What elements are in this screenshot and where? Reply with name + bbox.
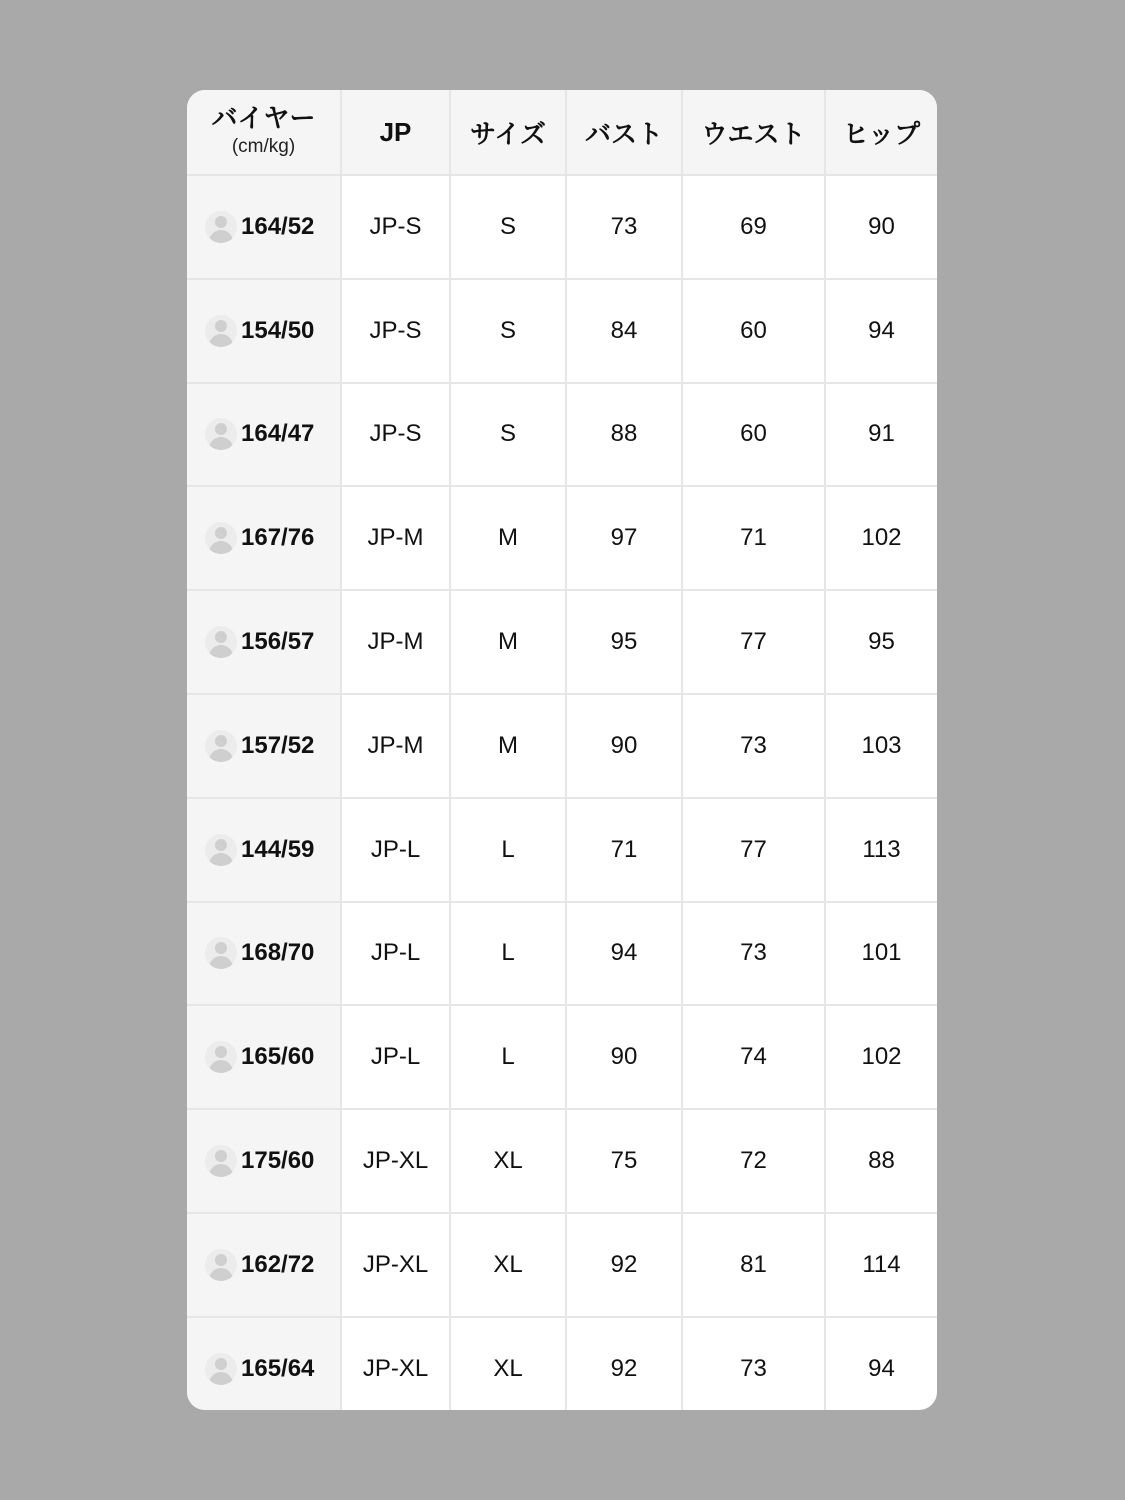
buyer-info <box>205 834 340 866</box>
buyer-height-weight: 165/60 <box>241 1043 315 1071</box>
table-row <box>187 279 937 383</box>
hip-cell: 114 <box>825 1213 937 1317</box>
buyer-info <box>205 730 340 762</box>
hip-cell: 94 <box>868 1355 895 1383</box>
table-row <box>187 486 937 590</box>
bust-cell: 71 <box>566 798 682 902</box>
buyer-info <box>205 418 340 450</box>
waist-cell: 71 <box>682 486 825 590</box>
size-cell: XL <box>450 1109 566 1213</box>
size-cell: M <box>450 486 566 590</box>
header-bust: バスト <box>566 90 682 175</box>
user-avatar-icon <box>205 1145 237 1177</box>
waist-cell: 77 <box>682 590 825 694</box>
table-row <box>187 1213 937 1317</box>
jp-cell: JP-XL <box>341 1317 450 1410</box>
user-avatar-icon <box>205 1249 237 1281</box>
buyer-cell <box>187 1213 341 1317</box>
buyer-info <box>205 1145 340 1177</box>
user-avatar-icon <box>205 211 237 243</box>
jp-cell: JP-S <box>341 175 450 279</box>
user-avatar-icon <box>205 1353 237 1385</box>
hip-cell: 101 <box>825 902 937 1006</box>
buyer-height-weight: 175/60 <box>241 1147 315 1175</box>
waist-cell: 72 <box>682 1109 825 1213</box>
waist-cell: 73 <box>682 902 825 1006</box>
bust-cell: 88 <box>566 383 682 487</box>
bust-cell: 90 <box>566 1005 682 1109</box>
jp-cell: JP-XL <box>341 1213 450 1317</box>
user-avatar-icon <box>205 418 237 450</box>
jp-cell: JP-L <box>341 1005 450 1109</box>
hip-cell: 95 <box>825 590 937 694</box>
jp-cell: JP-L <box>341 798 450 902</box>
waist-cell: 69 <box>682 175 825 279</box>
buyer-height-weight: 164/52 <box>241 212 315 240</box>
bust-cell: 92 <box>566 1317 682 1410</box>
table-row <box>187 1317 937 1410</box>
header-row <box>187 90 937 175</box>
table-row <box>187 175 937 279</box>
size-cell: S <box>450 175 566 279</box>
jp-cell: JP-S <box>341 279 450 383</box>
waist-cell: 74 <box>682 1005 825 1109</box>
buyer-cell <box>187 798 341 902</box>
buyer-height-weight: 167/76 <box>241 524 315 552</box>
header-buyer <box>187 90 341 175</box>
buyer-info <box>205 626 340 658</box>
jp-cell: JP-L <box>341 902 450 1006</box>
size-cell: S <box>450 383 566 487</box>
hip-cell: 102 <box>825 486 937 590</box>
buyer-cell <box>187 175 341 279</box>
buyer-height-weight: 162/72 <box>241 1250 315 1278</box>
buyer-cell <box>187 486 341 590</box>
user-avatar-icon <box>205 937 237 969</box>
table-row <box>187 383 937 487</box>
jp-cell: JP-M <box>341 590 450 694</box>
size-cell: XL <box>450 1213 566 1317</box>
jp-cell: JP-S <box>341 383 450 487</box>
bust-cell: 90 <box>566 694 682 798</box>
hip-cell: 88 <box>825 1109 937 1213</box>
table-row <box>187 590 937 694</box>
size-table <box>187 90 937 1410</box>
bust-cell: 84 <box>566 279 682 383</box>
table-row <box>187 694 937 798</box>
bust-cell: 95 <box>566 590 682 694</box>
buyer-height-weight: 168/70 <box>241 939 315 967</box>
header-buyer-unit: (cm/kg) <box>231 136 296 157</box>
buyer-cell <box>187 1317 341 1410</box>
bust-cell: 94 <box>566 902 682 1006</box>
table-row <box>187 902 937 1006</box>
buyer-info <box>205 1249 340 1281</box>
buyer-cell <box>187 383 341 487</box>
waist-cell: 77 <box>682 798 825 902</box>
jp-cell: JP-M <box>341 694 450 798</box>
header-size: サイズ <box>450 90 566 175</box>
buyer-height-weight: 154/50 <box>241 316 315 344</box>
header-hip: ヒップ <box>825 90 937 175</box>
buyer-cell <box>187 694 341 798</box>
buyer-cell <box>187 1005 341 1109</box>
user-avatar-icon <box>205 522 237 554</box>
size-cell: XL <box>450 1317 566 1410</box>
table-row <box>187 1005 937 1109</box>
size-chart-card <box>187 90 937 1410</box>
waist-cell: 60 <box>682 279 825 383</box>
buyer-cell <box>187 902 341 1006</box>
buyer-height-weight: 144/59 <box>241 835 315 863</box>
bust-cell: 73 <box>566 175 682 279</box>
waist-cell: 73 <box>682 694 825 798</box>
buyer-height-weight: 164/47 <box>241 420 315 448</box>
buyer-height-weight: 165/64 <box>241 1355 315 1383</box>
hip-cell: 94 <box>825 279 937 383</box>
table-row <box>187 798 937 902</box>
bust-cell: 97 <box>566 486 682 590</box>
user-avatar-icon <box>205 626 237 658</box>
buyer-info <box>205 1041 340 1073</box>
bust-cell: 92 <box>566 1213 682 1317</box>
size-cell: S <box>450 279 566 383</box>
buyer-info <box>205 211 340 243</box>
buyer-cell <box>187 1109 341 1213</box>
header-jp: JP <box>341 90 450 175</box>
hip-cell: 103 <box>825 694 937 798</box>
size-cell: M <box>450 590 566 694</box>
buyer-info <box>205 1353 340 1385</box>
user-avatar-icon <box>205 1041 237 1073</box>
buyer-info <box>205 937 340 969</box>
buyer-cell <box>187 590 341 694</box>
header-buyer-title: バイヤー <box>211 103 316 133</box>
buyer-height-weight: 156/57 <box>241 628 315 656</box>
jp-cell: JP-XL <box>341 1109 450 1213</box>
bust-cell: 75 <box>566 1109 682 1213</box>
user-avatar-icon <box>205 730 237 762</box>
user-avatar-icon <box>205 834 237 866</box>
size-cell: L <box>450 798 566 902</box>
hip-cell: 91 <box>825 383 937 487</box>
hip-cell: 113 <box>825 798 937 902</box>
size-cell: M <box>450 694 566 798</box>
hip-cell: 90 <box>825 175 937 279</box>
user-avatar-icon <box>205 315 237 347</box>
buyer-info <box>205 315 340 347</box>
buyer-height-weight: 157/52 <box>241 731 315 759</box>
waist-cell: 73 <box>682 1317 825 1410</box>
waist-cell: 60 <box>682 383 825 487</box>
table-row <box>187 1109 937 1213</box>
header-waist: ウエスト <box>682 90 825 175</box>
buyer-cell <box>187 279 341 383</box>
table-header <box>187 90 937 175</box>
size-cell: L <box>450 902 566 1006</box>
size-cell: L <box>450 1005 566 1109</box>
table-body <box>187 175 937 1410</box>
buyer-info <box>205 522 340 554</box>
jp-cell: JP-M <box>341 486 450 590</box>
waist-cell: 81 <box>682 1213 825 1317</box>
hip-cell: 102 <box>825 1005 937 1109</box>
